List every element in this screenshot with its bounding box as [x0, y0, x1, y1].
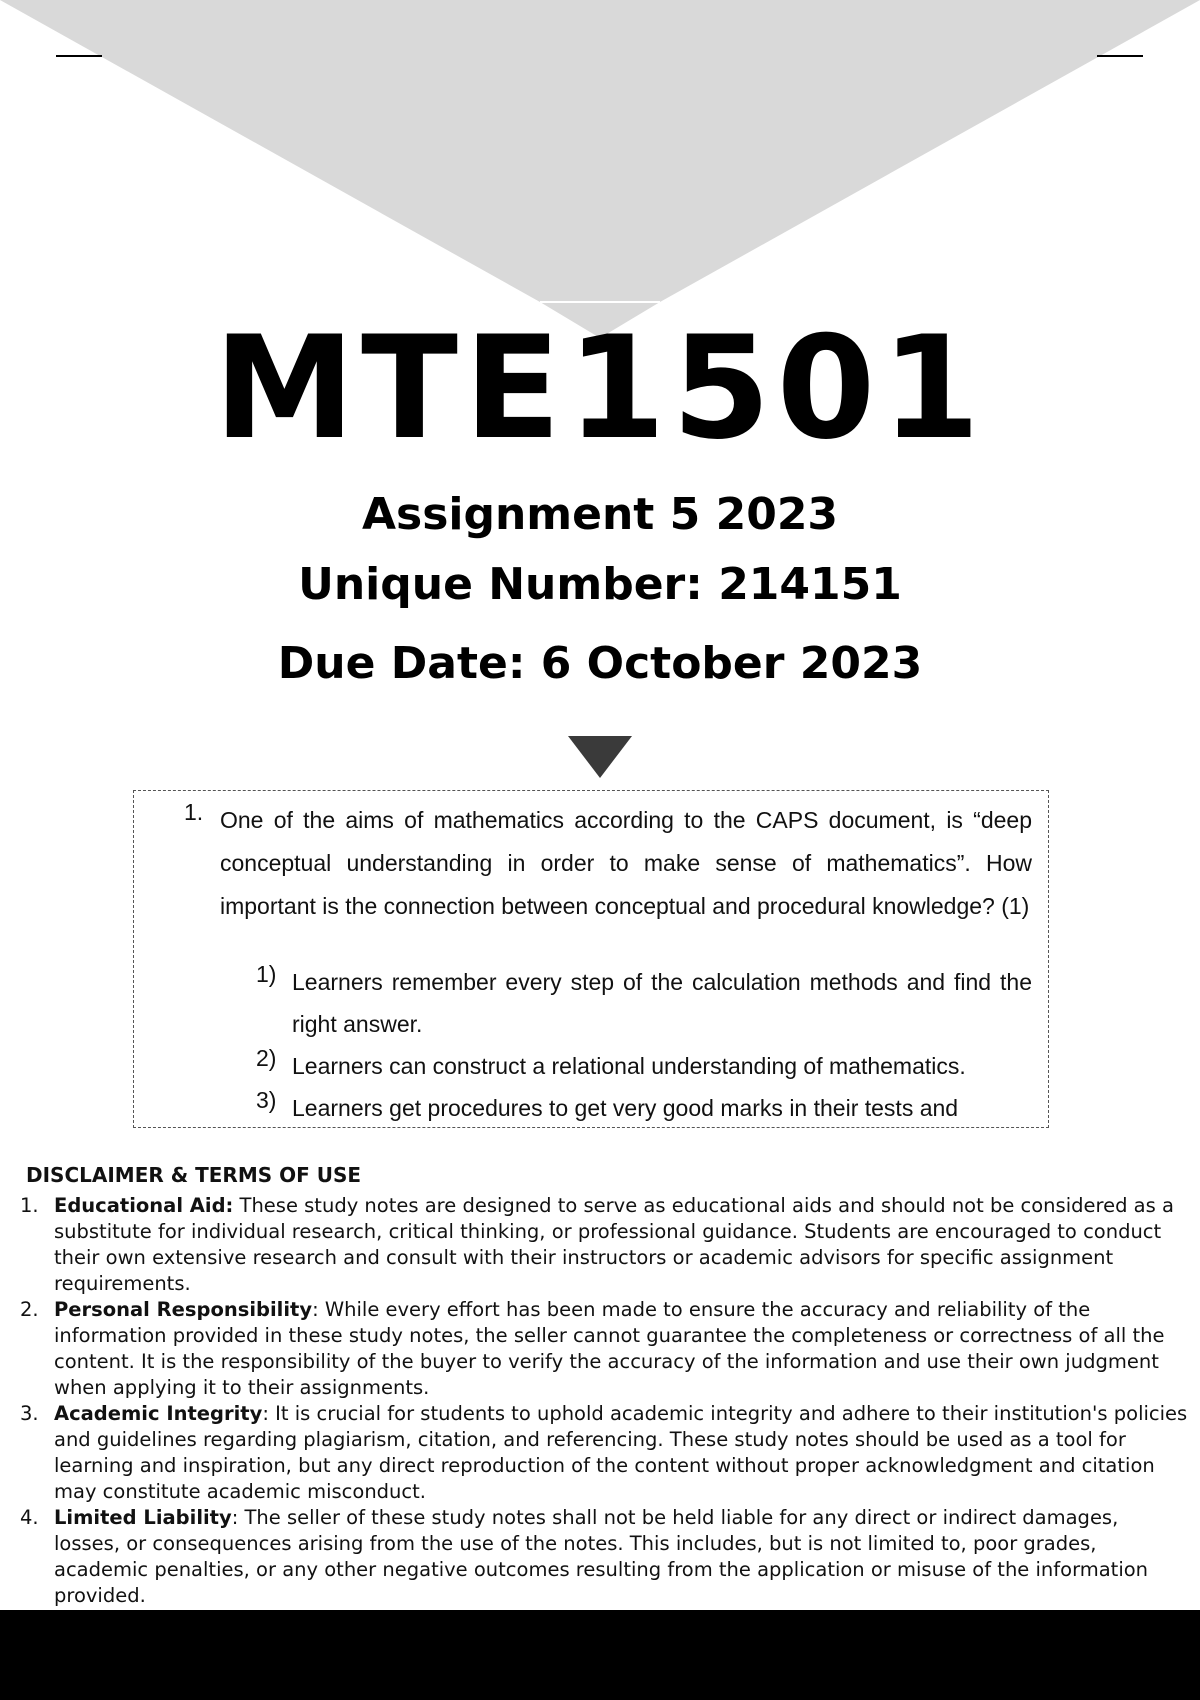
option-number: 3) — [256, 1087, 277, 1113]
disclaimer-title: DISCLAIMER & TERMS OF USE — [26, 1163, 362, 1187]
corner-line-right — [1097, 55, 1143, 57]
disclaimer-item — [20, 1505, 1190, 1609]
option-number: 1) — [256, 961, 277, 987]
question-preview-box — [133, 790, 1049, 1128]
assignment-title: Assignment 5 2023 — [361, 489, 839, 540]
unique-number-label: Unique Number: — [298, 559, 703, 610]
disclaimer-item-heading: Limited Liability — [54, 1506, 232, 1529]
disclaimer-item-number: 4. — [20, 1506, 39, 1529]
unique-number — [0, 559, 1200, 610]
due-date: Due Date: 6 October 2023 — [277, 638, 923, 689]
question-text: One of the aims of mathematics according to the CAPS document, is “deep conceptual understanding in order to make sense of mathematics”. How important is the connection between conceptual and procedural knowledge? (1) — [220, 807, 1032, 919]
disclaimer-item-text: : While every effort has been made to ensure the accuracy and reliability of the information provided in these study notes, the seller cannot guarantee the completeness or correctness of all the content. It is the responsibility of the buyer to verify the accuracy of the information and use their own judgment when applying it to their assignments. — [54, 1298, 1165, 1399]
option-text: Learners get procedures to get very good marks in their tests and — [292, 1095, 959, 1121]
disclaimer-item-number: 2. — [20, 1298, 39, 1321]
course-code-title: MTE1501 — [213, 306, 987, 471]
option-number: 2) — [256, 1045, 277, 1071]
disclaimer-item-number: 1. — [20, 1194, 39, 1217]
disclaimer-item-heading: Academic Integrity — [54, 1402, 263, 1425]
disclaimer-item — [20, 1401, 1190, 1505]
disclaimer-item — [20, 1297, 1190, 1401]
top-banner-shape — [0, 0, 1200, 340]
banner-funnel — [0, 0, 1200, 338]
question-number: 1. — [184, 799, 204, 825]
corner-line-left — [56, 55, 102, 57]
disclaimer-item-text: These study notes are designed to serve as educational aids and should not be considered as a substitute for individual research, critical thinking, or professional guidance. Students are encouraged to conduct their own extensive research and consult with their instructors or academic advisors for specific assignment requirements. — [54, 1194, 1174, 1295]
disclaimer-item-text: : It is crucial for students to uphold academic integrity and adhere to their institution's policies and guidelines regarding plagiarism, citation, and referencing. These study notes should be used as a tool for learning and inspiration, but any direct reproduction of the content without proper acknowledgment and citation may constitute academic misconduct. — [54, 1402, 1188, 1503]
disclaimer-item-heading: Educational Aid: — [54, 1194, 234, 1217]
disclaimer-section — [20, 1163, 1190, 1609]
option-text: Learners can construct a relational understanding of mathematics. — [292, 1053, 966, 1079]
disclaimer-item — [20, 1193, 1190, 1297]
disclaimer-item-number: 3. — [20, 1402, 39, 1425]
disclaimer-item-heading: Personal Responsibility — [54, 1298, 313, 1321]
unique-number-value: 214151 — [718, 559, 902, 610]
disclaimer-item-text: : The seller of these study notes shall not be held liable for any direct or indirect damages, losses, or consequences arising from the use of the notes. This includes, but is not limited to, poor grades, academic penalties, or any other negative outcomes resulting from the application or misuse of the information provided. — [54, 1506, 1149, 1607]
bottom-black-bar — [0, 1610, 1200, 1700]
down-arrow-icon — [568, 736, 632, 778]
option-text: Learners remember every step of the calculation methods and find the right answer. — [292, 969, 1032, 1037]
